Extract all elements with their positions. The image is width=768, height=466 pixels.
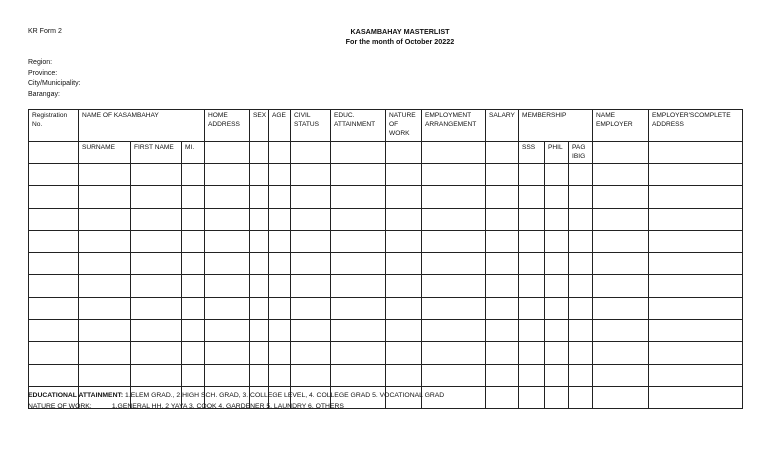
table-cell[interactable]: [291, 297, 331, 319]
table-cell[interactable]: [422, 164, 486, 186]
table-cell[interactable]: [29, 230, 79, 252]
table-cell[interactable]: [593, 164, 649, 186]
table-cell[interactable]: [519, 364, 545, 386]
table-cell[interactable]: [569, 364, 593, 386]
table-cell[interactable]: [593, 275, 649, 297]
table-cell[interactable]: [519, 342, 545, 364]
table-cell[interactable]: [593, 320, 649, 342]
table-cell[interactable]: [291, 253, 331, 275]
table-cell[interactable]: [269, 297, 291, 319]
table-cell[interactable]: [649, 230, 743, 252]
table-cell[interactable]: [545, 230, 569, 252]
table-cell[interactable]: [486, 186, 519, 208]
table-cell[interactable]: [422, 230, 486, 252]
table-cell[interactable]: [79, 164, 131, 186]
table-body: [29, 164, 743, 409]
table-cell[interactable]: [545, 208, 569, 230]
table-cell[interactable]: [291, 364, 331, 386]
table-cell[interactable]: [79, 186, 131, 208]
table-cell[interactable]: [79, 364, 131, 386]
table-cell[interactable]: [649, 320, 743, 342]
table-cell[interactable]: [291, 230, 331, 252]
table-cell[interactable]: [386, 297, 422, 319]
table-cell[interactable]: [545, 364, 569, 386]
table-cell[interactable]: [545, 320, 569, 342]
col-employment-arrangement: EMPLOYMENT ARRANGEMENT: [422, 110, 486, 142]
table-cell[interactable]: [569, 230, 593, 252]
table-cell[interactable]: [386, 186, 422, 208]
barangay-label: Barangay:: [28, 90, 60, 98]
col-age: AGE: [269, 110, 291, 142]
table-cell[interactable]: [131, 320, 182, 342]
table-cell[interactable]: [331, 208, 386, 230]
table-cell[interactable]: [250, 364, 269, 386]
col-educ-attainment: EDUC. ATTAINMENT: [331, 110, 386, 142]
table-cell[interactable]: [519, 386, 545, 408]
table-cell[interactable]: [386, 253, 422, 275]
table-cell[interactable]: [205, 164, 250, 186]
table-cell[interactable]: [569, 164, 593, 186]
table-cell[interactable]: [269, 342, 291, 364]
table-cell[interactable]: [519, 275, 545, 297]
col-civil-status: CIVIL STATUS: [291, 110, 331, 142]
table-cell[interactable]: [519, 297, 545, 319]
table-cell[interactable]: [486, 342, 519, 364]
table-cell[interactable]: [486, 230, 519, 252]
table-cell[interactable]: [182, 275, 205, 297]
table-cell[interactable]: [422, 253, 486, 275]
table-cell[interactable]: [649, 186, 743, 208]
table-cell[interactable]: [422, 275, 486, 297]
table-cell[interactable]: [486, 320, 519, 342]
table-cell[interactable]: [29, 342, 79, 364]
table-cell[interactable]: [519, 230, 545, 252]
table-row: [29, 320, 743, 342]
subcol-surname: SURNAME: [79, 142, 131, 164]
table-cell[interactable]: [545, 342, 569, 364]
table-cell[interactable]: [182, 208, 205, 230]
table-cell[interactable]: [269, 275, 291, 297]
table-cell[interactable]: [79, 342, 131, 364]
col-nature-of-work: NATURE OF WORK: [386, 110, 422, 142]
table-cell[interactable]: [182, 253, 205, 275]
table-cell[interactable]: [269, 186, 291, 208]
table-cell[interactable]: [291, 342, 331, 364]
table-cell[interactable]: [519, 320, 545, 342]
table-cell[interactable]: [422, 320, 486, 342]
table-cell[interactable]: [486, 275, 519, 297]
table-cell: [331, 142, 386, 164]
table-cell: [291, 142, 331, 164]
table-row: [29, 364, 743, 386]
work-legend-text: 1.GENERAL HH. 2 YAYA 3. COOK 4. GARDENER 5. LAUNDRY 6. OTHERS: [111, 403, 344, 410]
table-cell[interactable]: [79, 253, 131, 275]
table-cell[interactable]: [569, 186, 593, 208]
table-cell[interactable]: [545, 164, 569, 186]
table-cell[interactable]: [569, 342, 593, 364]
table-row: [29, 208, 743, 230]
table-cell[interactable]: [649, 208, 743, 230]
table-cell: [593, 142, 649, 164]
table-cell[interactable]: [569, 386, 593, 408]
table-cell[interactable]: [131, 208, 182, 230]
table-cell[interactable]: [331, 320, 386, 342]
table-cell: [386, 142, 422, 164]
table-cell[interactable]: [291, 320, 331, 342]
province-label: Province:: [28, 69, 58, 77]
col-salary: SALARY: [486, 110, 519, 142]
educ-legend-text: 1.ELEM GRAD., 2.HIGH SCH. GRAD, 3. COLLEGE LEVEL, 4. COLLEGE GRAD 5. VOCATIONAL GRAD: [125, 392, 445, 399]
table-cell[interactable]: [269, 253, 291, 275]
table-cell[interactable]: [486, 253, 519, 275]
table-cell[interactable]: [182, 364, 205, 386]
table-cell[interactable]: [331, 342, 386, 364]
table-cell[interactable]: [486, 364, 519, 386]
work-legend-label: NATURE OF WORK:: [28, 403, 92, 410]
table-cell[interactable]: [569, 253, 593, 275]
col-employer-address: EMPLOYER'SCOMPLETE ADDRESS: [649, 110, 743, 142]
table-cell[interactable]: [269, 364, 291, 386]
table-cell[interactable]: [205, 275, 250, 297]
table-cell[interactable]: [593, 386, 649, 408]
subcol-pag-ibig: PAG IBIG: [569, 142, 593, 164]
table-cell[interactable]: [569, 297, 593, 319]
table-cell[interactable]: [250, 275, 269, 297]
table-cell[interactable]: [386, 364, 422, 386]
table-cell[interactable]: [29, 275, 79, 297]
table-cell[interactable]: [131, 275, 182, 297]
table-cell[interactable]: [269, 320, 291, 342]
region-label: Region:: [28, 59, 53, 66]
table-cell[interactable]: [291, 186, 331, 208]
table-cell[interactable]: [422, 297, 486, 319]
table-cell[interactable]: [649, 275, 743, 297]
table-cell[interactable]: [593, 208, 649, 230]
table-cell[interactable]: [486, 297, 519, 319]
table-cell[interactable]: [386, 230, 422, 252]
table-cell[interactable]: [519, 253, 545, 275]
table-cell[interactable]: [331, 230, 386, 252]
table-cell[interactable]: [519, 164, 545, 186]
table-cell[interactable]: [519, 186, 545, 208]
table-cell[interactable]: [131, 364, 182, 386]
table-cell: [269, 142, 291, 164]
table-cell[interactable]: [331, 275, 386, 297]
table-cell[interactable]: [131, 342, 182, 364]
table-cell[interactable]: [422, 364, 486, 386]
table-cell[interactable]: [182, 186, 205, 208]
table-cell[interactable]: [29, 364, 79, 386]
col-membership: MEMBERSHIP: [519, 110, 593, 142]
table-cell[interactable]: [291, 208, 331, 230]
col-registration-no: Registration No.: [29, 110, 79, 142]
table-cell[interactable]: [486, 164, 519, 186]
table-row: [29, 297, 743, 319]
subcol-mi: MI.: [182, 142, 205, 164]
table-cell[interactable]: [250, 320, 269, 342]
table-cell[interactable]: [269, 230, 291, 252]
educational-attainment-legend: [28, 392, 444, 399]
col-home-address: HOME ADDRESS: [205, 110, 250, 142]
table-cell[interactable]: [205, 230, 250, 252]
table-cell[interactable]: [79, 208, 131, 230]
col-sex: SEX: [250, 110, 269, 142]
table-cell[interactable]: [519, 208, 545, 230]
table-row: [29, 230, 743, 252]
table-cell[interactable]: [593, 186, 649, 208]
table-cell[interactable]: [205, 342, 250, 364]
table-cell[interactable]: [250, 186, 269, 208]
table-cell[interactable]: [205, 320, 250, 342]
table-cell[interactable]: [250, 253, 269, 275]
subcol-first-name: FIRST NAME: [131, 142, 182, 164]
table-cell[interactable]: [545, 297, 569, 319]
table-row: [29, 186, 743, 208]
table-cell[interactable]: [182, 230, 205, 252]
table-cell[interactable]: [131, 186, 182, 208]
table-cell: [205, 142, 250, 164]
table-cell[interactable]: [649, 386, 743, 408]
table-cell[interactable]: [569, 275, 593, 297]
table-cell[interactable]: [593, 253, 649, 275]
table-cell[interactable]: [331, 164, 386, 186]
nature-of-work-legend: [28, 403, 344, 410]
table-cell[interactable]: [649, 342, 743, 364]
table-cell[interactable]: [386, 320, 422, 342]
table-cell[interactable]: [593, 297, 649, 319]
table-cell[interactable]: [545, 275, 569, 297]
table-cell[interactable]: [269, 208, 291, 230]
table-cell[interactable]: [182, 297, 205, 319]
table-cell[interactable]: [205, 208, 250, 230]
table-cell[interactable]: [386, 275, 422, 297]
table-cell[interactable]: [29, 253, 79, 275]
page-subtitle: For the month of October 20222: [345, 37, 455, 46]
table-cell[interactable]: [250, 297, 269, 319]
table-cell: [250, 142, 269, 164]
table-cell[interactable]: [291, 275, 331, 297]
table-row: [29, 342, 743, 364]
table-cell[interactable]: [593, 364, 649, 386]
table-cell[interactable]: [486, 208, 519, 230]
table-cell[interactable]: [331, 297, 386, 319]
table-cell[interactable]: [250, 164, 269, 186]
table-cell[interactable]: [29, 320, 79, 342]
table-cell[interactable]: [131, 164, 182, 186]
table-cell[interactable]: [486, 386, 519, 408]
table-cell[interactable]: [593, 230, 649, 252]
col-name-employer: NAME EMPLOYER: [593, 110, 649, 142]
table-cell[interactable]: [29, 164, 79, 186]
table-cell[interactable]: [386, 342, 422, 364]
table-cell[interactable]: [545, 253, 569, 275]
table-cell[interactable]: [29, 297, 79, 319]
educ-legend-label: EDUCATIONAL ATTAINMENT:: [28, 392, 124, 399]
table-cell[interactable]: [545, 186, 569, 208]
table-cell[interactable]: [182, 164, 205, 186]
table-cell[interactable]: [291, 164, 331, 186]
table-cell[interactable]: [649, 164, 743, 186]
table-cell[interactable]: [205, 297, 250, 319]
masterlist-table: [28, 109, 743, 409]
table-cell: [422, 142, 486, 164]
table-cell[interactable]: [205, 364, 250, 386]
table-cell[interactable]: [250, 342, 269, 364]
table-cell[interactable]: [250, 208, 269, 230]
table-cell[interactable]: [79, 275, 131, 297]
table-cell[interactable]: [250, 230, 269, 252]
table-cell[interactable]: [182, 320, 205, 342]
table-cell[interactable]: [182, 342, 205, 364]
city-municipality-label: City/Municipality:: [28, 80, 81, 87]
table-cell[interactable]: [649, 253, 743, 275]
form-code: KR Form 2: [28, 28, 62, 35]
table-row: [29, 164, 743, 186]
table-cell[interactable]: [79, 297, 131, 319]
table-cell[interactable]: [131, 297, 182, 319]
table-cell[interactable]: [29, 208, 79, 230]
table-cell[interactable]: [422, 342, 486, 364]
table-cell[interactable]: [131, 253, 182, 275]
table-cell[interactable]: [29, 186, 79, 208]
table-cell[interactable]: [269, 164, 291, 186]
table-cell[interactable]: [205, 186, 250, 208]
table-cell[interactable]: [649, 297, 743, 319]
table-cell[interactable]: [569, 320, 593, 342]
table-row: [29, 253, 743, 275]
table-cell[interactable]: [331, 253, 386, 275]
page-title: KASAMBAHAY MASTERLIST: [350, 27, 450, 36]
table-cell[interactable]: [205, 253, 250, 275]
col-name-of-kasambahay: NAME OF KASAMBAHAY: [79, 110, 205, 142]
location-fields: [28, 58, 81, 100]
table-cell: [29, 142, 79, 164]
table-cell[interactable]: [79, 320, 131, 342]
subcol-phil: PHIL: [545, 142, 569, 164]
table-cell[interactable]: [79, 230, 131, 252]
table-cell[interactable]: [649, 364, 743, 386]
table-cell[interactable]: [422, 208, 486, 230]
table-cell[interactable]: [593, 342, 649, 364]
table-cell[interactable]: [131, 230, 182, 252]
table-cell[interactable]: [331, 364, 386, 386]
table-cell[interactable]: [422, 186, 486, 208]
table-cell[interactable]: [386, 164, 422, 186]
table-cell[interactable]: [331, 186, 386, 208]
table-row: [29, 275, 743, 297]
table-cell[interactable]: [545, 386, 569, 408]
table-cell[interactable]: [386, 208, 422, 230]
table-cell[interactable]: [569, 208, 593, 230]
table-cell: [486, 142, 519, 164]
table-cell: [649, 142, 743, 164]
subcol-sss: SSS: [519, 142, 545, 164]
